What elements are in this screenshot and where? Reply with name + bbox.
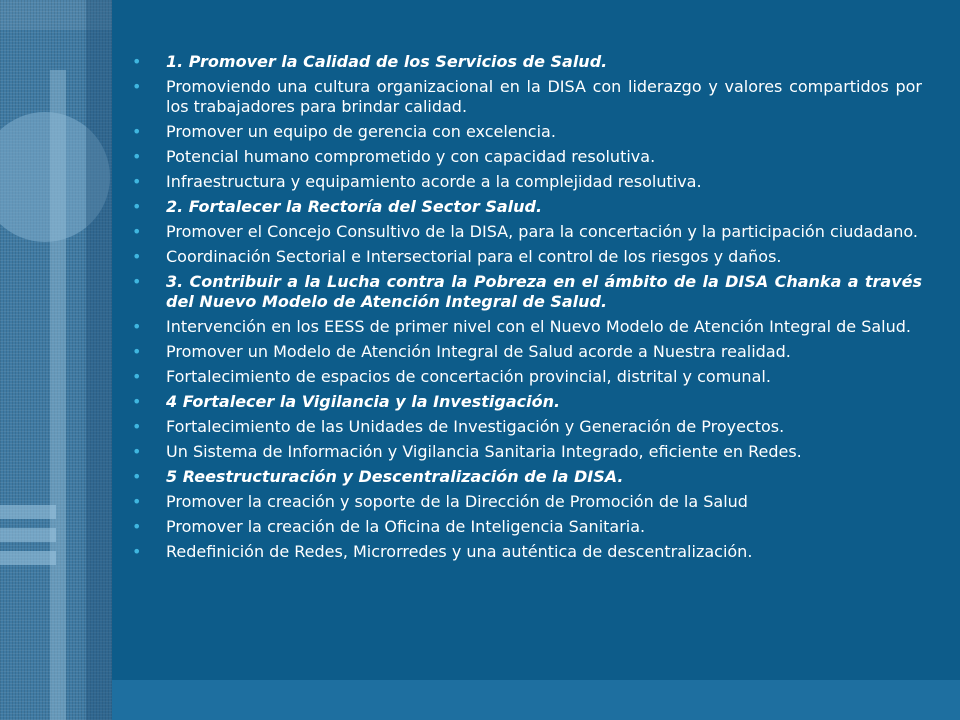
bullet-icon: • <box>132 492 142 511</box>
bullet-item <box>132 492 922 512</box>
bullet-item <box>132 342 922 362</box>
section-heading-text: 2. Fortalecer la Rectoría del Sector Salud. <box>166 197 543 216</box>
section-heading-text: 3. Contribuir a la Lucha contra la Pobreza en el ámbito de la DISA Chanka a través del Nuevo Modelo de Atención Integral de Salud. <box>166 272 922 311</box>
bullet-item <box>132 77 922 117</box>
section-heading-item <box>132 272 922 312</box>
section-heading-item <box>132 392 922 412</box>
bullet-item <box>132 517 922 537</box>
section-heading-text: 5 Reestructuración y Descentralización de la DISA. <box>166 467 624 486</box>
decorative-stripe <box>0 528 56 542</box>
decorative-left-panel <box>0 0 112 720</box>
bullet-text: Promover un equipo de gerencia con excelencia. <box>166 122 556 141</box>
decorative-panel-edge <box>86 0 112 720</box>
bullet-icon: • <box>132 392 142 411</box>
bullet-icon: • <box>132 417 142 436</box>
decorative-stripe <box>0 551 56 565</box>
bullet-icon: • <box>132 367 142 386</box>
bullet-list <box>132 52 922 567</box>
decorative-bottom-band <box>112 680 960 720</box>
bullet-item <box>132 417 922 437</box>
section-heading-text: 4 Fortalecer la Vigilancia y la Investigación. <box>166 392 561 411</box>
bullet-text: Promover la creación y soporte de la Dirección de Promoción de la Salud <box>166 492 748 511</box>
bullet-text: Potencial humano comprometido y con capacidad resolutiva. <box>166 147 656 166</box>
bullet-item <box>132 442 922 462</box>
bullet-text: Fortalecimiento de las Unidades de Investigación y Generación de Proyectos. <box>166 417 785 436</box>
bullet-icon: • <box>132 52 142 71</box>
bullet-text: Fortalecimiento de espacios de concertación provincial, distrital y comunal. <box>166 367 771 386</box>
bullet-item <box>132 542 922 562</box>
bullet-item <box>132 222 922 242</box>
bullet-icon: • <box>132 342 142 361</box>
section-heading-item <box>132 52 922 72</box>
bullet-icon: • <box>132 272 142 291</box>
bullet-item <box>132 147 922 167</box>
bullet-item <box>132 317 922 337</box>
bullet-item <box>132 122 922 142</box>
bullet-icon: • <box>132 247 142 266</box>
bullet-icon: • <box>132 122 142 141</box>
bullet-icon: • <box>132 77 142 96</box>
bullet-item <box>132 172 922 192</box>
bullet-icon: • <box>132 147 142 166</box>
bullet-text: Promoviendo una cultura organizacional en la DISA con liderazgo y valores compartidos por los trabajadores para brindar calidad. <box>166 77 922 116</box>
section-heading-item <box>132 197 922 217</box>
bullet-icon: • <box>132 467 142 486</box>
bullet-text: Un Sistema de Información y Vigilancia Sanitaria Integrado, eficiente en Redes. <box>166 442 802 461</box>
bullet-text: Coordinación Sectorial e Intersectorial para el control de los riesgos y daños. <box>166 247 782 266</box>
bullet-icon: • <box>132 222 142 241</box>
section-heading-item <box>132 467 922 487</box>
decorative-stripe <box>0 505 56 519</box>
bullet-text: Redefinición de Redes, Microrredes y una auténtica de descentralización. <box>166 542 753 561</box>
bullet-icon: • <box>132 197 142 216</box>
bullet-text: Intervención en los EESS de primer nivel con el Nuevo Modelo de Atención Integral de Salud. <box>166 317 911 336</box>
bullet-icon: • <box>132 172 142 191</box>
bullet-icon: • <box>132 442 142 461</box>
bullet-icon: • <box>132 517 142 536</box>
section-heading-text: 1. Promover la Calidad de los Servicios de Salud. <box>166 52 608 71</box>
bullet-text: Promover el Concejo Consultivo de la DISA, para la concertación y la participación ciudadano. <box>166 222 918 241</box>
bullet-text: Promover la creación de la Oficina de Inteligencia Sanitaria. <box>166 517 646 536</box>
bullet-text: Promover un Modelo de Atención Integral de Salud acorde a Nuestra realidad. <box>166 342 791 361</box>
bullet-text: Infraestructura y equipamiento acorde a la complejidad resolutiva. <box>166 172 702 191</box>
bullet-icon: • <box>132 542 142 561</box>
bullet-item <box>132 247 922 267</box>
bullet-item <box>132 367 922 387</box>
decorative-vertical-bar <box>50 70 66 720</box>
bullet-icon: • <box>132 317 142 336</box>
